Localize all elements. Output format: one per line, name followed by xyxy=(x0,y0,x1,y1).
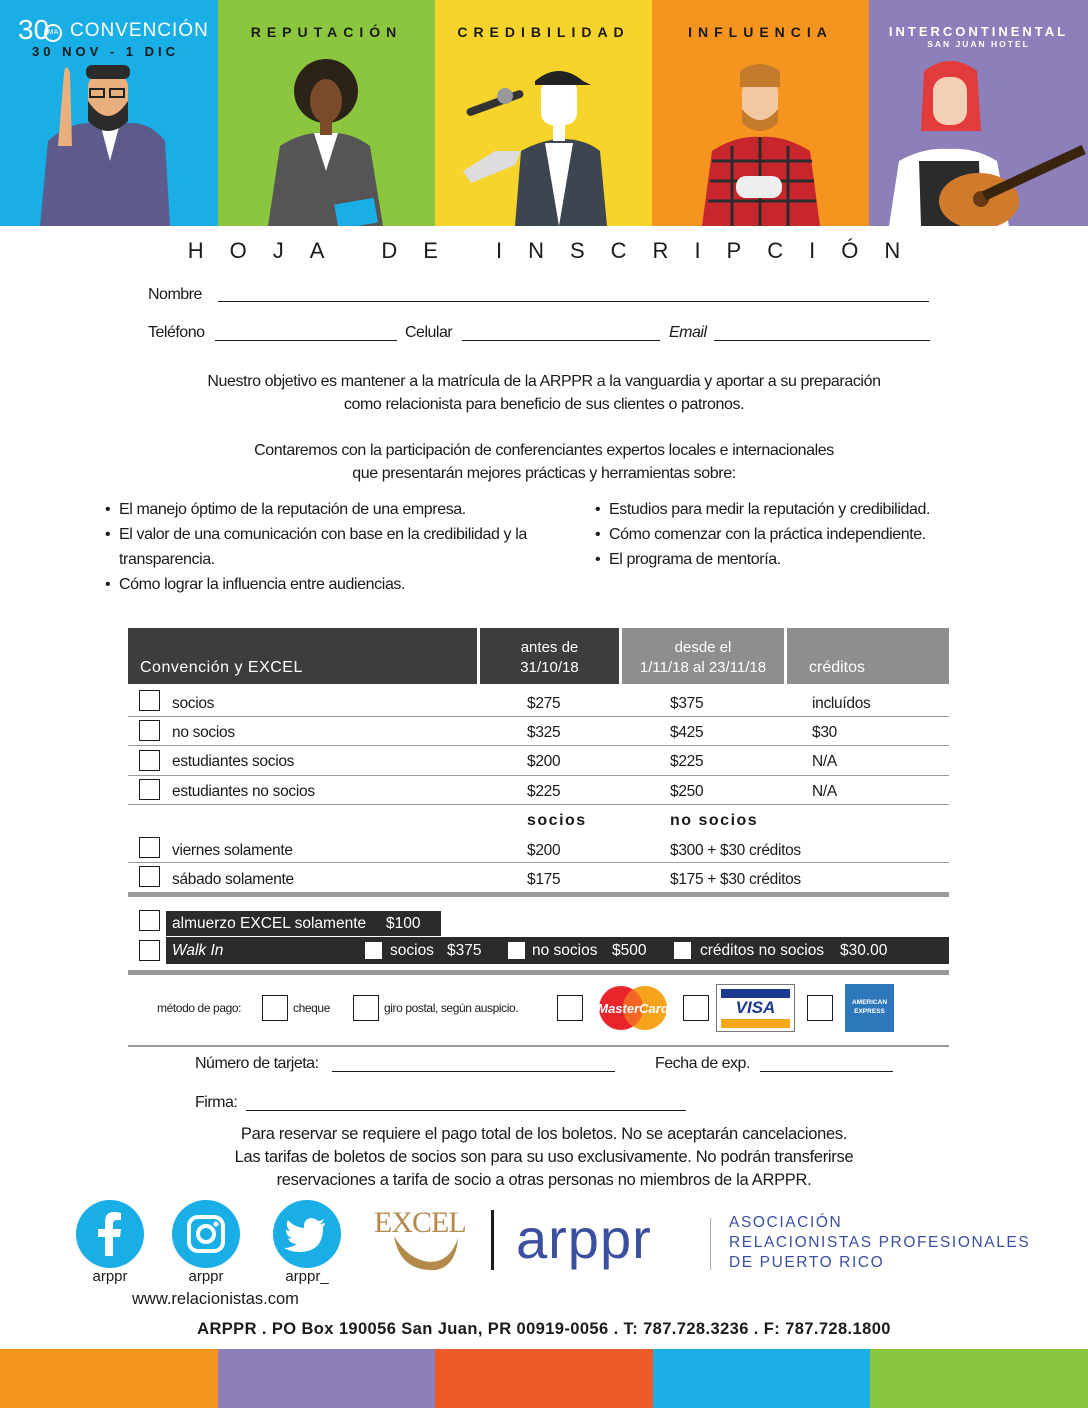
visa-logo xyxy=(716,984,795,1032)
cheque-label: cheque xyxy=(293,1001,330,1015)
convention-dates: 30 NOV - 1 DIC xyxy=(32,44,180,59)
walk-in-socios-price: $375 xyxy=(447,942,482,959)
table-header-title: Convención y EXCEL xyxy=(140,659,303,676)
viernes-checkbox[interactable] xyxy=(139,837,160,858)
banner-panel-hotel xyxy=(869,0,1088,226)
row-credits: incluídos xyxy=(812,695,871,712)
giro-postal-label: giro postal, según auspicio. xyxy=(384,1001,519,1015)
section-divider xyxy=(128,892,949,897)
visa-checkbox[interactable] xyxy=(683,995,709,1021)
walk-in-no-socios-label: no socios xyxy=(532,942,598,959)
note-line3: reservaciones a tarifa de socio a otras personas no miembros de la ARPPR. xyxy=(276,1171,812,1189)
row-price-before: $275 xyxy=(527,695,561,712)
mastercard-logo xyxy=(594,984,672,1032)
row-price-no-socios: $300 + $30 créditos xyxy=(670,842,801,859)
celular-label: Celular xyxy=(405,324,453,341)
assoc-line1: ASOCIACIÓN xyxy=(729,1214,843,1231)
payment-method-label: método de pago: xyxy=(157,1001,242,1015)
woman-illustration xyxy=(218,51,435,226)
walk-in-no-socios-checkbox[interactable] xyxy=(508,942,525,959)
assoc-line3: DE PUERTO RICO xyxy=(729,1254,885,1271)
reservation-note xyxy=(0,1123,1088,1192)
hotel-subtitle: SAN JUAN HOTEL xyxy=(927,39,1030,49)
row-price-after: $375 xyxy=(670,695,704,712)
assoc-line2: RELACIONISTAS PROFESIONALES xyxy=(729,1234,1031,1251)
almuerzo-checkbox[interactable] xyxy=(139,910,160,931)
mastercard-text: MasterCard xyxy=(597,1001,669,1016)
topic-item: • Cómo lograr la influencia entre audiencias. xyxy=(105,572,575,597)
note-line2: Las tarifas de boletos de socios son para su uso exclusivamente. No podrán transferirse xyxy=(234,1148,854,1166)
header-credits-label: créditos xyxy=(809,659,866,676)
arppr-logo-divider xyxy=(710,1218,711,1270)
header-before-line2: 31/10/18 xyxy=(520,659,579,676)
row-label: sábado solamente xyxy=(172,871,294,888)
footer-strip-red xyxy=(435,1349,653,1408)
excel-logo xyxy=(372,1206,464,1274)
row-label: estudiantes no socios xyxy=(172,783,315,800)
walk-in-creditos-price: $30.00 xyxy=(840,942,888,959)
footer-strip-blue xyxy=(653,1349,871,1408)
hotel-name: INTERCONTINENTAL xyxy=(888,24,1069,39)
header-before-line1: antes de xyxy=(520,639,579,656)
row-credits: $30 xyxy=(812,724,837,741)
topic-item: • El valor de una comunicación con base en la credibilidad y la transparencia. xyxy=(105,522,575,572)
walk-in-checkbox[interactable] xyxy=(139,940,160,961)
row-divider xyxy=(128,775,949,776)
sabado-checkbox[interactable] xyxy=(139,866,160,887)
singer-illustration xyxy=(435,51,652,226)
signature-input-line[interactable] xyxy=(246,1110,686,1111)
row-label: no socios xyxy=(172,724,235,741)
footer-color-strip xyxy=(0,1349,1088,1408)
panel-word-credibilidad: CREDIBILIDAD xyxy=(457,24,630,40)
facebook-handle[interactable]: arppr xyxy=(92,1268,128,1285)
email-input-line[interactable] xyxy=(714,340,930,341)
convention-number: 30 xyxy=(18,14,50,45)
banner-panel-influence xyxy=(652,0,869,226)
row-credits: N/A xyxy=(812,783,837,800)
walk-in-socios-checkbox[interactable] xyxy=(365,942,382,959)
convention-title: CONVENCIÓN xyxy=(70,20,209,41)
row-price-after: $225 xyxy=(670,753,704,770)
instagram-icon[interactable] xyxy=(172,1200,240,1268)
twitter-handle[interactable]: arppr_ xyxy=(285,1268,329,1285)
header-after-line1: desde el xyxy=(674,639,732,656)
row-price-before: $325 xyxy=(527,724,561,741)
row-label: estudiantes socios xyxy=(172,753,295,770)
almuerzo-label: almuerzo EXCEL solamente xyxy=(172,915,367,932)
intro-p1-line1: Nuestro objetivo es mantener a la matrícula de la ARPPR a la vanguardia y aportar a su preparación xyxy=(207,373,881,390)
nombre-input-line[interactable] xyxy=(218,301,929,302)
telefono-label: Teléfono xyxy=(148,324,205,341)
twitter-icon[interactable] xyxy=(273,1200,341,1268)
row-price-before: $200 xyxy=(527,753,561,770)
intro-p2-line2: que presentarán mejores prácticas y herramientas sobre: xyxy=(352,465,736,482)
walk-in-creditos-label: créditos no socios xyxy=(700,942,825,959)
row-divider xyxy=(128,804,949,805)
section-divider xyxy=(128,970,949,975)
association-name xyxy=(729,1213,1030,1273)
walk-in-no-socios-price: $500 xyxy=(612,942,647,959)
row-label: viernes solamente xyxy=(172,842,293,859)
topic-item: • El programa de mentoría. xyxy=(595,547,1015,572)
row-price-no-socios: $175 + $30 créditos xyxy=(670,871,801,888)
header-banner xyxy=(0,0,1088,226)
almuerzo-price: $100 xyxy=(386,915,421,932)
no-socios-checkbox[interactable] xyxy=(139,720,160,741)
walk-in-creditos-checkbox[interactable] xyxy=(674,942,691,959)
row-price-socios: $200 xyxy=(527,842,561,859)
topic-item: • Estudios para medir la reputación y credibilidad. xyxy=(595,497,1015,522)
subheader-no-socios: no socios xyxy=(670,812,759,829)
card-number-input-line[interactable] xyxy=(332,1071,615,1072)
facebook-icon[interactable] xyxy=(76,1200,144,1268)
estudiantes-no-socios-checkbox[interactable] xyxy=(139,779,160,800)
panel-word-influencia: INFLUENCIA xyxy=(688,24,833,40)
row-price-after: $425 xyxy=(670,724,704,741)
footer-strip-green xyxy=(870,1349,1088,1408)
walk-in-label: Walk In xyxy=(172,942,224,959)
banner-panel-reputation xyxy=(218,0,435,226)
amex-text-1: AMERICAN xyxy=(851,999,888,1006)
topics-list-right xyxy=(595,497,1015,572)
gamer-illustration xyxy=(652,51,869,226)
row-label: socios xyxy=(172,695,215,712)
telefono-input-line[interactable] xyxy=(215,340,397,341)
footer-strip-orange xyxy=(0,1349,218,1408)
amex-text-2: EXPRESS xyxy=(854,1008,885,1015)
arppr-logo: arppr xyxy=(516,1207,652,1270)
card-number-label: Número de tarjeta: xyxy=(195,1055,319,1072)
giro-postal-checkbox[interactable] xyxy=(353,995,379,1021)
convention-superscript: MA xyxy=(44,24,62,42)
row-price-socios: $175 xyxy=(527,871,561,888)
guitarist-illustration xyxy=(869,51,1088,226)
celular-input-line[interactable] xyxy=(462,340,660,341)
topic-item: • Cómo comenzar con la práctica independiente. xyxy=(595,522,1015,547)
socios-checkbox[interactable] xyxy=(139,690,160,711)
banner-panel-credibility xyxy=(435,0,652,226)
row-divider xyxy=(128,716,949,717)
table-header-convention xyxy=(128,628,477,684)
expiration-input-line[interactable] xyxy=(760,1071,893,1072)
excel-logo-text: EXCEL xyxy=(374,1206,466,1239)
expiration-label: Fecha de exp. xyxy=(655,1055,750,1072)
table-header-after xyxy=(622,628,784,684)
logo-separator xyxy=(491,1210,494,1270)
amex-checkbox[interactable] xyxy=(807,995,833,1021)
instagram-handle[interactable]: arppr xyxy=(188,1268,224,1285)
row-price-before: $225 xyxy=(527,783,561,800)
almuerzo-bar xyxy=(166,911,441,936)
visa-text: VISA xyxy=(735,998,776,1017)
mastercard-checkbox[interactable] xyxy=(557,995,583,1021)
footer-strip-purple xyxy=(218,1349,436,1408)
speaker-illustration xyxy=(0,51,218,226)
note-line1: Para reservar se requiere el pago total de los boletos. No se aceptarán cancelaciones. xyxy=(240,1125,848,1143)
nombre-label: Nombre xyxy=(148,286,202,303)
intro-p1-line2: como relacionista para beneficio de sus clientes o patronos. xyxy=(343,396,745,413)
table-header-credits xyxy=(787,628,949,684)
signature-label: Firma: xyxy=(195,1094,238,1111)
cheque-checkbox[interactable] xyxy=(262,995,288,1021)
panel-word-reputacion: REPUTACIÓN xyxy=(250,24,403,40)
subheader-socios: socios xyxy=(527,812,587,829)
walk-in-bar xyxy=(166,937,949,964)
form-title: HOJA DE INSCRIPCIÓN xyxy=(187,238,927,263)
intro-paragraph-1 xyxy=(0,370,1088,416)
row-price-after: $250 xyxy=(670,783,704,800)
header-after-line2: 1/11/18 al 23/11/18 xyxy=(639,659,767,676)
website-link[interactable]: www.relacionistas.com xyxy=(132,1290,299,1308)
amex-logo xyxy=(845,984,894,1032)
table-header-before xyxy=(480,628,619,684)
row-divider xyxy=(128,862,949,863)
email-label: Email xyxy=(669,324,707,341)
postal-address: ARPPR . PO Box 190056 San Juan, PR 00919-0056 . T: 787.728.3236 . F: 787.728.1800 xyxy=(197,1320,891,1338)
topic-item: • El manejo óptimo de la reputación de una empresa. xyxy=(105,497,575,522)
intro-paragraph-2 xyxy=(0,439,1088,485)
banner-panel-convention xyxy=(0,0,218,226)
walk-in-socios-label: socios xyxy=(390,942,434,959)
intro-p2-line1: Contaremos con la participación de conferenciantes expertos locales e internacionales xyxy=(254,442,834,459)
row-divider xyxy=(128,745,949,746)
estudiantes-socios-checkbox[interactable] xyxy=(139,750,160,771)
topics-list-left xyxy=(105,497,575,597)
row-credits: N/A xyxy=(812,753,837,770)
payment-divider xyxy=(128,1045,949,1047)
